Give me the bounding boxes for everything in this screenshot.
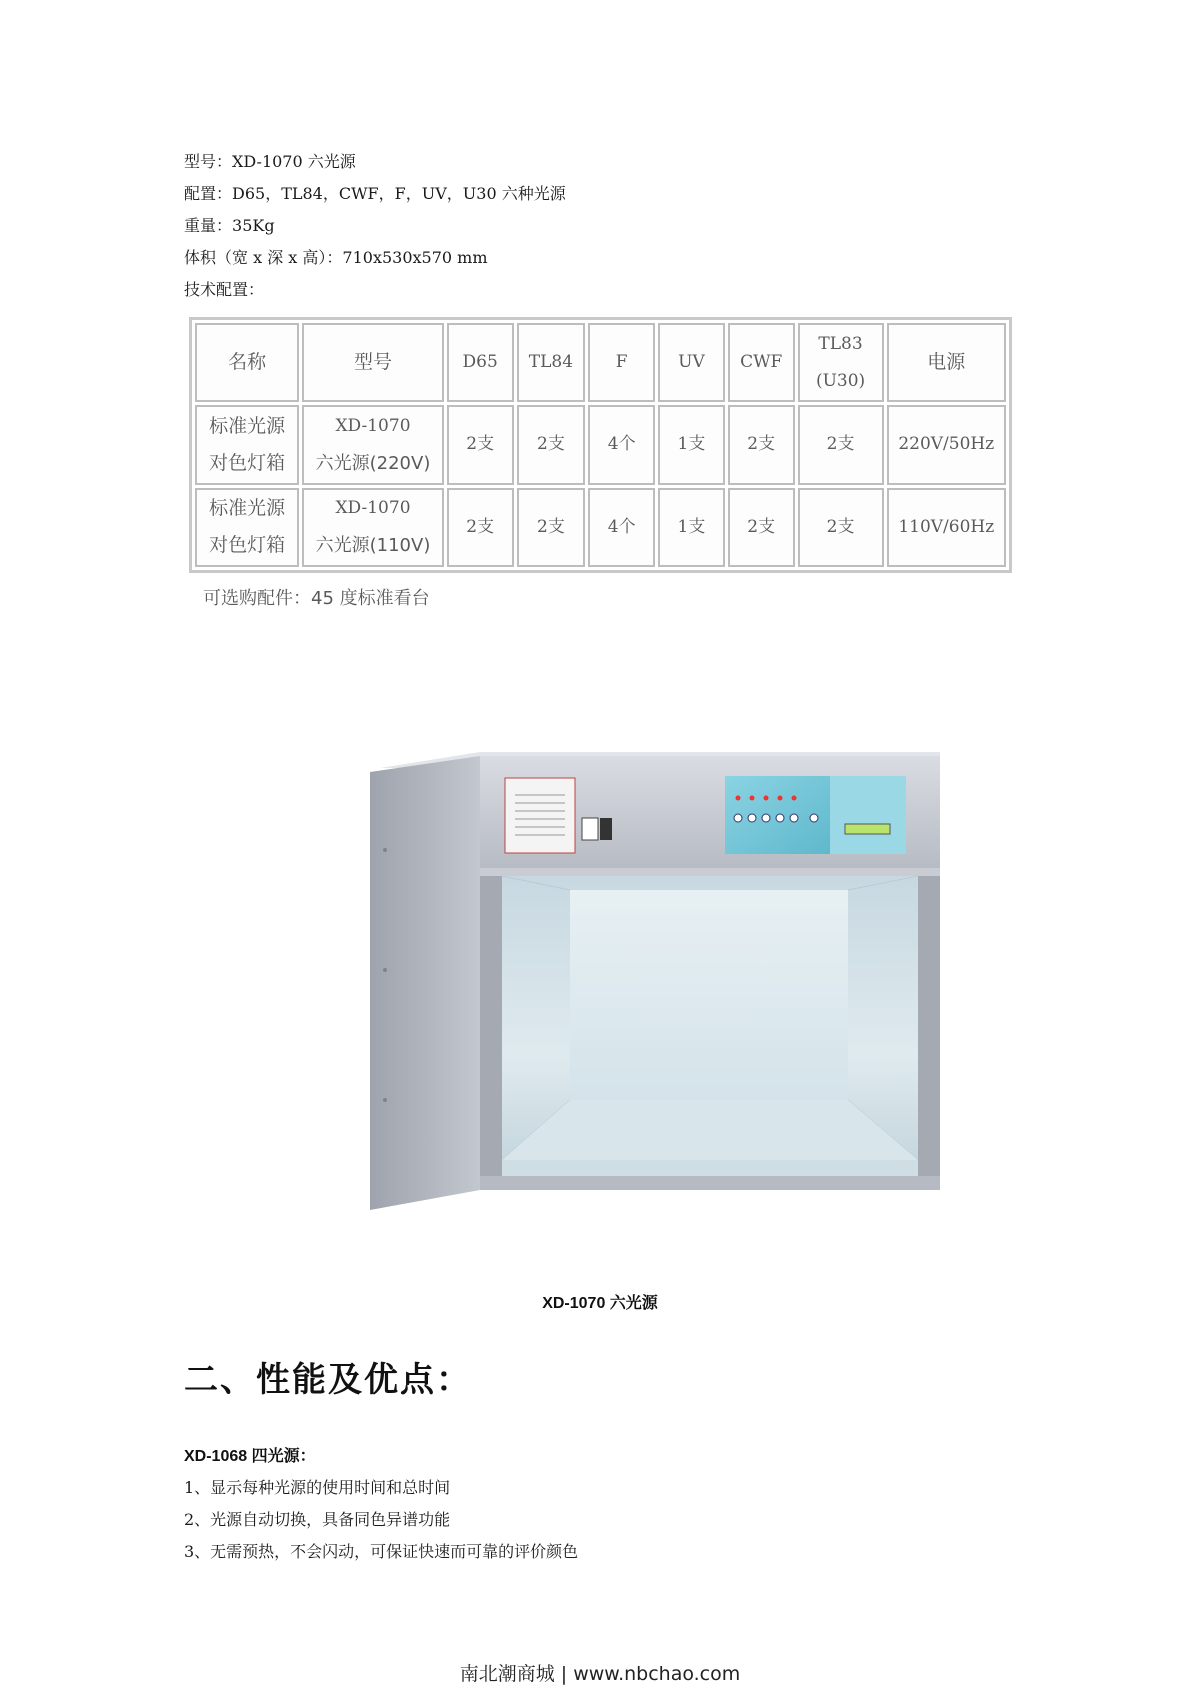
tech-table-image bbox=[189, 317, 1012, 573]
cabinet-base bbox=[480, 1176, 940, 1190]
cabinet-left-side bbox=[370, 756, 480, 1210]
feature-item: 3、无需预热，不会闪动，可保证快速而可靠的评价颜色 bbox=[184, 1542, 579, 1561]
cell-power: 110V/60Hz bbox=[887, 488, 1006, 567]
tech-table bbox=[192, 320, 1009, 570]
spec-value: D65，TL84，CWF，F，UV，U30 六种光源 bbox=[232, 184, 566, 203]
cell-name bbox=[195, 488, 299, 567]
product-caption: XD-1070 六光源 bbox=[542, 1295, 658, 1312]
cell-cwf: 2支 bbox=[728, 405, 795, 484]
cell-model bbox=[302, 405, 444, 484]
header-cell: 名称 bbox=[195, 323, 299, 402]
cell-line: 六光源(110V) bbox=[315, 535, 431, 557]
spec-config bbox=[184, 183, 566, 205]
spec-weight bbox=[184, 215, 275, 237]
label-sticker bbox=[505, 778, 575, 853]
spec-label: 重量： bbox=[184, 216, 233, 235]
cell-d65: 2支 bbox=[447, 405, 514, 484]
cell-power: 220V/50Hz bbox=[887, 405, 1006, 484]
spec-volume bbox=[184, 247, 488, 269]
display-panel bbox=[830, 776, 906, 854]
certification-icon bbox=[582, 818, 598, 840]
cell-tl84: 2支 bbox=[517, 488, 586, 567]
header-cell-text: TL83 bbox=[818, 333, 863, 354]
header-cell-tl83 bbox=[798, 323, 884, 402]
feature-item: 2、光源自动切换，具备同色异谱功能 bbox=[184, 1510, 451, 1529]
table-row bbox=[195, 488, 1006, 567]
cell-cwf: 2支 bbox=[728, 488, 795, 567]
cell-tl83: 2支 bbox=[798, 405, 884, 484]
accessory-note: 可选购配件：45 度标准看台 bbox=[203, 588, 430, 609]
spec-label: 体积（宽 x 深 x 高）： bbox=[184, 248, 343, 267]
cell-line: 对色灯箱 bbox=[209, 451, 286, 474]
header-cell: 型号 bbox=[302, 323, 444, 402]
cell-uv: 1支 bbox=[658, 488, 725, 567]
header-cell: D65 bbox=[447, 323, 514, 402]
table-header-row bbox=[195, 323, 1006, 402]
section-subheading: XD-1068 四光源： bbox=[184, 1448, 316, 1465]
cell-f: 4个 bbox=[588, 405, 655, 484]
product-image bbox=[360, 740, 940, 1220]
cell-line: 对色灯箱 bbox=[209, 534, 286, 557]
frame-right-pillar bbox=[918, 876, 940, 1190]
spec-label: 配置： bbox=[184, 184, 233, 203]
cell-f: 4个 bbox=[588, 488, 655, 567]
spec-label: 技术配置： bbox=[184, 280, 265, 299]
header-cell: TL84 bbox=[517, 323, 586, 402]
header-cell: F bbox=[588, 323, 655, 402]
spec-value: XD-1070 六光源 bbox=[232, 152, 356, 171]
cell-model bbox=[302, 488, 444, 567]
section-heading: 二、性能及优点： bbox=[184, 1360, 472, 1400]
frame-left-pillar bbox=[480, 876, 502, 1190]
spec-value: 35Kg bbox=[232, 216, 275, 235]
page-footer: 南北潮商城 | www.nbchao.com bbox=[459, 1663, 741, 1685]
spec-value: 710x530x570 mm bbox=[342, 248, 488, 267]
lcd-display bbox=[845, 824, 890, 834]
header-cell: CWF bbox=[728, 323, 795, 402]
table-row bbox=[195, 405, 1006, 484]
header-cell: UV bbox=[658, 323, 725, 402]
header-cell: 电源 bbox=[887, 323, 1006, 402]
interior-floor bbox=[502, 1100, 918, 1160]
cell-line: XD-1070 bbox=[335, 415, 411, 436]
cell-line: 六光源(220V) bbox=[315, 452, 431, 474]
spec-model bbox=[184, 151, 356, 173]
cell-line: 标准光源 bbox=[209, 497, 286, 520]
cell-name bbox=[195, 405, 299, 484]
cell-tl83: 2支 bbox=[798, 488, 884, 567]
feature-item: 1、显示每种光源的使用时间和总时间 bbox=[184, 1478, 451, 1497]
spec-tech-config bbox=[184, 279, 264, 301]
cell-tl84: 2支 bbox=[517, 405, 586, 484]
certification-icon-2 bbox=[600, 818, 612, 840]
cell-uv: 1支 bbox=[658, 405, 725, 484]
cell-d65: 2支 bbox=[447, 488, 514, 567]
header-cell-sub: (U30) bbox=[815, 370, 866, 391]
cell-line: XD-1070 bbox=[335, 498, 411, 519]
cell-line: 标准光源 bbox=[209, 414, 286, 437]
spec-label: 型号： bbox=[184, 152, 233, 171]
interior-back-wall bbox=[570, 890, 848, 1100]
